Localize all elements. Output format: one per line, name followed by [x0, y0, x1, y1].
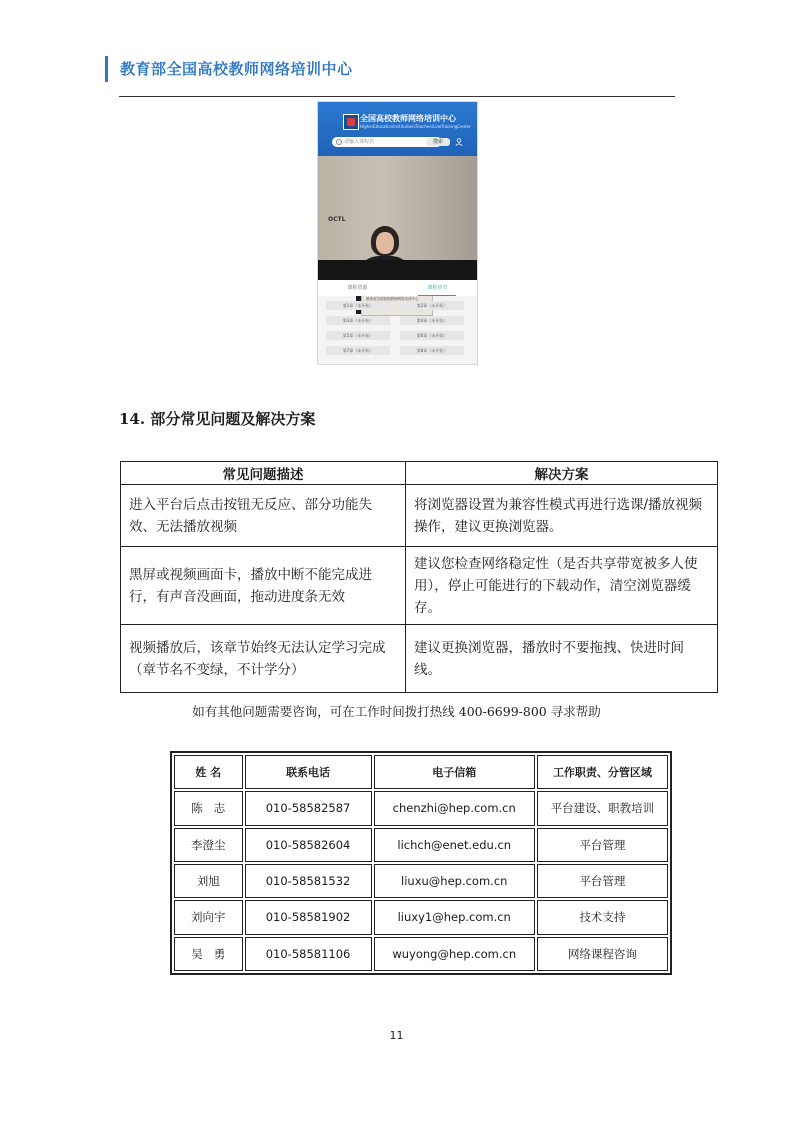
contact-row	[174, 828, 668, 862]
chapter-item[interactable]: 第7章（未开始）	[326, 346, 390, 355]
faq-header-problem: 常见问题描述	[121, 462, 406, 485]
contact-duty: 平台建设、职教培训	[537, 791, 668, 825]
contacts-header-email: 电子信箱	[374, 755, 535, 789]
tab-course-resources[interactable]: 课程资源	[347, 285, 368, 291]
faq-row	[121, 485, 718, 547]
section-title: 14. 部分常见问题及解决方案	[119, 410, 316, 428]
presenter-face	[376, 232, 394, 254]
contact-row	[174, 791, 668, 825]
faq-solution: 将浏览器设置为兼容性模式再进行选课/播放视频操作，建议更换浏览器。	[406, 485, 718, 547]
faq-solution: 建议您检查网络稳定性（是否共享带宽被多人使用），停止可能进行的下载动作，清空浏览器缓存。	[406, 547, 718, 625]
header-rule	[119, 96, 675, 97]
faq-header-row	[121, 462, 718, 485]
video-logo: OCTL	[328, 216, 346, 223]
phone-header	[318, 102, 477, 156]
header-title: 教育部全国高校教师网络培训中心	[120, 60, 353, 78]
contact-name: 李澄尘	[174, 828, 243, 862]
faq-header-solution: 解决方案	[406, 462, 718, 485]
video-control-bar[interactable]	[318, 260, 477, 280]
podium-text: 教育部全国高校教师网络培训中心	[366, 297, 419, 301]
contact-email[interactable]: chenzhi@hep.com.cn	[374, 791, 535, 825]
contact-name: 吴 勇	[174, 937, 243, 971]
contact-phone: 010-58582604	[245, 828, 372, 862]
contact-phone: 010-58581902	[245, 900, 372, 934]
contact-duty: 网络课程咨询	[537, 937, 668, 971]
faq-table	[120, 461, 718, 693]
faq-problem: 进入平台后点击按钮无反应、部分功能失效、无法播放视频	[121, 485, 406, 547]
tab-course-chapters[interactable]: 课程章节	[427, 285, 448, 291]
contact-email[interactable]: lichch@enet.edu.cn	[374, 828, 535, 862]
contact-row	[174, 864, 668, 898]
contacts-header-phone: 联系电话	[245, 755, 372, 789]
contact-duty: 平台管理	[537, 828, 668, 862]
phone-screenshot	[317, 101, 478, 365]
chapter-item[interactable]: 第5章（未开始）	[326, 331, 390, 340]
chapter-item[interactable]: 第6章（未开始）	[400, 331, 464, 340]
page-number: 11	[389, 1029, 404, 1042]
chapter-item[interactable]: 第1章（未开始）	[326, 301, 390, 310]
contacts-header-duty: 工作职责、分管区域	[537, 755, 668, 789]
header-accent-bar	[105, 56, 108, 82]
contact-email[interactable]: liuxy1@hep.com.cn	[374, 900, 535, 934]
faq-solution: 建议更换浏览器，播放时不要拖拽、快进时间线。	[406, 625, 718, 693]
active-tab-indicator	[418, 295, 456, 296]
faq-row	[121, 625, 718, 693]
contact-name: 刘旭	[174, 864, 243, 898]
chapter-item[interactable]: 第4章（未开始）	[400, 316, 464, 325]
chapter-item[interactable]: 第8章（未开始）	[400, 346, 464, 355]
chapter-item[interactable]: 第3章（未开始）	[326, 316, 390, 325]
help-hotline-text: 如有其他问题需要咨询，可在工作时间拨打热线 400-6699-800 寻求帮助	[192, 704, 601, 719]
faq-problem: 黑屏或视频画面卡，播放中断不能完成进行，有声音没画面，拖动进度条无效	[121, 547, 406, 625]
user-icon[interactable]	[455, 138, 463, 146]
contacts-table-frame	[170, 751, 672, 975]
contacts-header-row	[174, 755, 668, 789]
phone-tabs	[318, 280, 477, 296]
contact-duty: 平台管理	[537, 864, 668, 898]
faq-row	[121, 547, 718, 625]
contact-phone: 010-58581106	[245, 937, 372, 971]
contact-duty: 技术支持	[537, 900, 668, 934]
contacts-header-name: 姓 名	[174, 755, 243, 789]
phone-app-subtitle: HigherEducationInstitutionsTeachersLineTrainingCenter	[360, 124, 471, 129]
phone-app-title: 全国高校教师网络培训中心	[360, 114, 456, 123]
contact-row	[174, 900, 668, 934]
contacts-table	[172, 753, 670, 973]
contact-phone: 010-58582587	[245, 791, 372, 825]
contact-phone: 010-58581532	[245, 864, 372, 898]
contact-name: 陈 志	[174, 791, 243, 825]
phone-search-button[interactable]: 搜索	[426, 138, 450, 146]
contact-row	[174, 937, 668, 971]
chapter-item[interactable]: 第2章（未开始）	[400, 301, 464, 310]
faq-problem: 视频播放后，该章节始终无法认定学习完成（章节名不变绿，不计学分）	[121, 625, 406, 693]
search-icon	[336, 139, 342, 145]
contact-name: 刘向宇	[174, 900, 243, 934]
contact-email[interactable]: wuyong@hep.com.cn	[374, 937, 535, 971]
phone-search-placeholder: 请输入课程名	[344, 139, 375, 145]
contact-email[interactable]: liuxu@hep.com.cn	[374, 864, 535, 898]
phone-logo-icon	[343, 114, 359, 130]
